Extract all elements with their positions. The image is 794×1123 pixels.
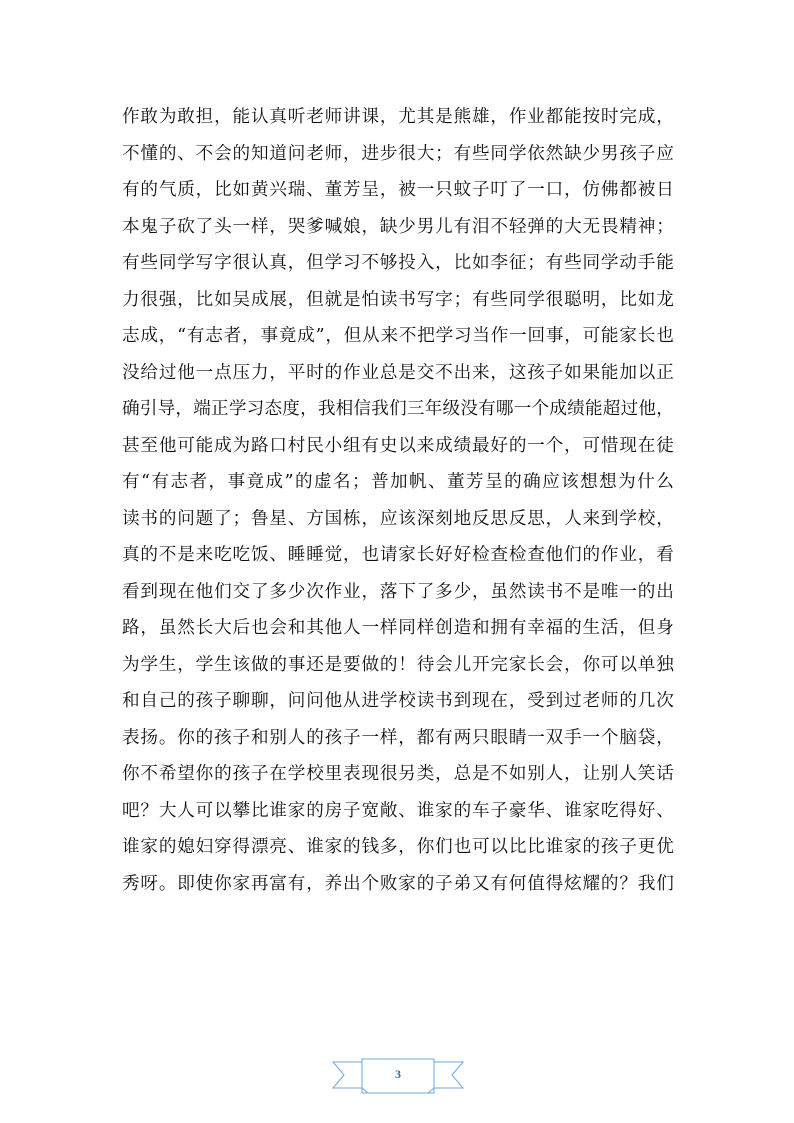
page-footer: [332, 1058, 464, 1098]
page-number: 3: [395, 1067, 401, 1081]
text-line: 为学生，学生该做的事还是要做的！待会儿开完家长会，你可以单独: [122, 654, 674, 675]
text-line: 看到现在他们交了多少次作业，落下了多少，虽然读书不是唯一的出: [122, 581, 674, 602]
text-line: 读书的问题了；鲁星、方国栋，应该深刻地反思反思，人来到学校，: [122, 508, 674, 529]
text-line: 秀呀。即使你家再富有，养出个败家的子弟又有何值得炫耀的？我们: [122, 873, 674, 894]
text-line: 和自己的孩子聊聊，问问他从进学校读书到现在，受到过老师的几次: [122, 691, 674, 711]
text-line: 没给过他一点压力，平时的作业总是交不出来，这孩子如果能加以正: [122, 362, 674, 383]
text-line: 路，虽然长大后也会和其他人一样同样创造和拥有幸福的生活，但身: [122, 618, 674, 638]
text-line: 有“有志者，事竟成”的虚名；普加帆、董芳呈的确应该想想为什么: [122, 472, 674, 492]
text-line: 本鬼子砍了头一样，哭爹喊娘，缺少男儿有泪不轻弹的大无畏精神；: [122, 216, 674, 237]
text-line: 表扬。你的孩子和别人的孩子一样，都有两只眼睛一双手一个脑袋，: [122, 727, 674, 748]
document-body: [122, 99, 674, 902]
text-line: 志成，“有志者，事竟成”，但从来不把学习当作一回事，可能家长也: [122, 326, 674, 346]
text-line: 有些同学写字很认真，但学习不够投入，比如李征；有些同学动手能: [122, 253, 674, 273]
text-line: 甚至他可能成为路口村民小组有史以来成绩最好的一个，可惜现在徒: [122, 435, 674, 456]
text-line: 确引导，端正学习态度，我相信我们三年级没有哪一个成绩能超过他，: [122, 399, 674, 419]
text-line: 力很强，比如吴成展，但就是怕读书写字；有些同学很聪明，比如龙: [122, 289, 674, 310]
text-line: 你不希望你的孩子在学校里表现很另类，总是不如别人，让别人笑话: [122, 764, 674, 784]
text-line: 不懂的、不会的知道问老师，进步很大；有些同学依然缺少男孩子应: [122, 143, 674, 164]
text-line: 真的不是来吃吃饭、睡睡觉，也请家长好好检查检查他们的作业，看: [122, 545, 674, 565]
text-line: 谁家的媳妇穿得漂亮、谁家的钱多，你们也可以比比谁家的孩子更优: [122, 837, 674, 857]
text-line: 有的气质，比如黄兴瑞、董芳呈，被一只蚊子叮了一口，仿佛都被日: [122, 180, 674, 200]
text-line: 作敢为敢担，能认真听老师讲课，尤其是熊雄，作业都能按时完成，: [122, 107, 674, 127]
text-line: 吧？大人可以攀比谁家的房子宽敞、谁家的车子豪华、谁家吃得好、: [122, 800, 674, 821]
